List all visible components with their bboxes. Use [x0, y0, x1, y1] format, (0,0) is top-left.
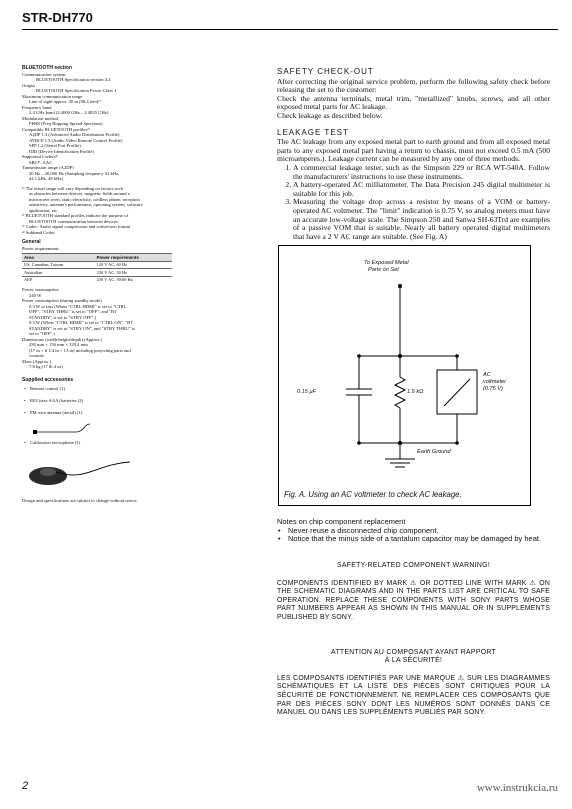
table-cell: 230 V AC, 50 Hz [95, 269, 172, 277]
spec-line: 7.8 kg (17 lb 4 oz) [29, 364, 63, 369]
voltmeter-label: AC [483, 372, 491, 379]
spec-line: OFF", "STBY THRU" is set to "OFF", and "BT [29, 309, 117, 314]
table-row [22, 276, 172, 283]
spec-line: Mass (Approx.) [22, 358, 52, 364]
specifications-column [22, 66, 262, 504]
bluetooth-section-title: BLUETOOTH section [22, 65, 72, 71]
spec-line: Modulation method [22, 115, 59, 121]
spec-line: Frequency band [22, 104, 52, 110]
capacitor-value: 0.15 μF [297, 389, 316, 396]
power-requirements-label: Power requirements [22, 245, 59, 251]
spec-line: controls [29, 353, 44, 358]
model-title: STR-DH770 [22, 10, 93, 25]
spec-line: Dimensions (width/height/depth) (Approx.) [22, 336, 103, 342]
spec-line: BLUETOOTH Specification Power Class 1 [36, 88, 117, 93]
list-item: • Calibration microphone (1) [22, 440, 262, 452]
spec-line: STANDBY" is set to "STBY ON", and "STBY THRU" is [29, 325, 135, 331]
warning-title: SAFETY-RELATED COMPONENT WARNING! [336, 562, 491, 570]
voltmeter-label: voltmeter [483, 379, 507, 386]
accessories-title: Supplied accessories [22, 376, 74, 383]
footnote-line: application, etc. [29, 207, 59, 213]
spec-line: Line of sight approx. 30 m (98.4 feet)¹⁾ [29, 99, 101, 104]
chip-notes [277, 518, 550, 544]
footnote-line: ¹⁾ The actual range will vary depending on factors such [22, 185, 124, 191]
table-cell: Australian [22, 269, 95, 277]
chip-notes-title: Notes on chip component replacement [277, 517, 406, 527]
spec-line: FHSS (Freq Hopping Spread Spectrum) [29, 121, 103, 126]
leakage-test-figure [278, 245, 531, 506]
table-cell: US, Canadian, Taiwan [22, 261, 95, 269]
list-item: • Never reuse a disconnected chip component. [277, 527, 550, 536]
resistor-value: 1.5 kΩ [407, 389, 424, 396]
leakage-methods-list [277, 164, 550, 241]
list-item: • FM wire antenna (aerial) (1) [22, 410, 262, 422]
leakage-test-circuit [279, 246, 530, 505]
watermark: www.instrukcia.ru [476, 782, 558, 794]
spec-line: (17 in × 6 1/4 in × 13 in) including projecting parts and [29, 347, 131, 353]
spec-line: 0.3 W or less (When "CTRL HDMI" is set to "CTRL [29, 303, 127, 309]
list-item: • Remote control (1) [22, 386, 262, 398]
list-item: • Notice that the minus side of a tantalum capacitor may be damaged by heat. [277, 535, 550, 544]
safety-checkout-title: SAFETY CHECK-OUT [277, 67, 374, 76]
table-cell: 120 V AC, 60 Hz [95, 261, 172, 269]
spec-line: Power consumption (during standby mode) [22, 298, 102, 303]
table-header: Area [22, 254, 95, 262]
spec-line: AVRCP 1.5 (Audio Video Remote Control Profile) [29, 137, 123, 143]
spec-line: DID (Device Identification Profile) [29, 148, 94, 154]
power-spec-list [22, 287, 262, 370]
service-notes-column [277, 68, 550, 718]
spec-line: 430 mm × 156 mm × 329.4 mm [29, 342, 88, 347]
page-number: 2 [22, 780, 29, 792]
footnote-line: sensitivity, antenna's performance, operating system, software [29, 202, 143, 207]
attention-title-line: ATTENTION AU COMPOSANT AYANT RAPPORT [330, 648, 497, 656]
table-header: Power requirements [95, 254, 172, 262]
leakage-test-title: LEAKAGE TEST [277, 127, 349, 137]
footnote-line: BLUETOOTH communication between devices. [29, 218, 119, 224]
accessories-list [22, 386, 262, 492]
spec-line: 20 Hz – 20,000 Hz (Sampling frequency 32 kHz, [29, 170, 120, 176]
power-requirements-table [22, 253, 172, 283]
spec-line: Power consumption [22, 287, 59, 292]
table-row [22, 269, 172, 277]
attention-text: LES COMPOSANTS IDENTIFIÉS PAR UNE MARQUE ⚠ SUR LES DIAGRAMMES SCHÉMATIQUES ET LA LISTE DES PIÈCES SONT CRITIQUES POUR LA SÉCURITÉ DE FONCTIONNEMENT. NE REMPLACER CES COMPOSANTS QUE PAR DES PIÈCES SONY DONT LES NUMÉROS SONT DONNÉS DANS CE MANUEL OU DANS LES SUPPLÉMENTS PUBLIÉS PAR SONY. [277, 674, 550, 717]
bluetooth-footnotes [22, 186, 262, 236]
exposed-metal-label: To Exposed Metal [364, 260, 409, 267]
safety-paragraph: Check leakage as described below. [277, 110, 383, 120]
design-notice: Design and specifications are subject to change without notice. [22, 498, 138, 503]
spec-line: 0.5 W (When "CTRL HDMI" is set to "CTRL ON", "BT [29, 320, 134, 325]
attention-title [277, 649, 550, 666]
footnote-line: ²⁾ BLUETOOTH standard profiles indicate the purpose of [22, 213, 129, 218]
table-cell: AEP [22, 276, 95, 283]
spec-line: BLUETOOTH Specification version 4.2 [36, 77, 111, 82]
general-section-title: General [22, 239, 41, 245]
spec-line: SBC⁴⁾, AAC [29, 159, 53, 165]
fm-antenna-icon [32, 420, 92, 438]
header-rule [22, 29, 558, 30]
spec-line: Supported Codecs³⁾ [22, 154, 59, 159]
list-item: 1. A commercial leakage tester, such as the Simpson 229 or RCA WT-540A. Follow the manufacturers' instructions to use these instruments. [293, 164, 550, 181]
safety-paragraph: After correcting the original service problem, perform the following safety check before releasing the set to the customer: [277, 76, 550, 95]
footnote-line: ⁴⁾ Subband Codec [22, 229, 55, 235]
spec-line: 44.1 kHz, 48 kHz) [29, 176, 64, 181]
footnote-line: ³⁾ Codec: Audio signal compression and conversion format [22, 224, 131, 229]
footnote-line: as obstacles between devices, magnetic fields around a [29, 191, 130, 196]
footnote-line: microwave oven, static electricity, cordless phone, reception [29, 196, 140, 202]
safety-paragraph: Check the antenna terminals, metal trim, "metallized" knobs, screws, and all other exposed metal parts for AC leakage. [277, 93, 550, 112]
list-item: 3. Measuring the voltage drop across a resistor by means of a VOM or battery-operated AC voltmeter. The "limit" indication is 0.75 V, so analog meters must have an accurate low-voltage scale. The Simpson 250 and Sanwa SH-63Trd are examples of a passive VOM that is suitable. Nearly all battery operated digital multimeters that have a 2 V AC range are suitable. (See Fig. A) [293, 198, 550, 241]
spec-line: Compatible BLUETOOTH profiles²⁾ [22, 126, 90, 132]
earth-ground-label: Earth Ground [417, 449, 451, 456]
spec-line: Communication system [22, 71, 66, 77]
voltmeter-label: (0.75 V) [483, 386, 503, 393]
spec-line: Maximum communication range [22, 93, 83, 99]
spec-line: STANDBY" is set to "STBY OFF".) [29, 314, 97, 320]
leakage-paragraph: The AC leakage from any exposed metal part to earth ground and from all exposed metal parts to any exposed metal part having a return to chassis, must not exceed 0.5 mA (500 microamperes.). Leakage current can be measured by any one of three methods. [277, 137, 550, 164]
microphone-icon [26, 452, 136, 492]
spec-line: Transmission range (A2DP) [22, 165, 74, 170]
spec-line: set to "OFF".) [29, 331, 55, 336]
spec-line: 2.4 GHz band (2.4000 GHz – 2.4835 GHz) [29, 110, 109, 115]
figure-caption: Fig. A. Using an AC voltmeter to check AC leakage. [284, 489, 462, 499]
spec-line: 240 W [29, 292, 42, 298]
exposed-metal-label: Parts on Set [368, 267, 399, 274]
spec-line: A2DP 1.3 (Advanced Audio Distribution Profile) [29, 132, 120, 137]
bluetooth-spec-list [22, 72, 262, 182]
warning-text: COMPONENTS IDENTIFIED BY MARK ⚠ OR DOTTED LINE WITH MARK ⚠ ON THE SCHEMATIC DIAGRAMS AND IN THE PARTS LIST ARE CRITICAL TO SAFE OPERATION. REPLACE THESE COMPONENTS WITH SONY PARTS WHOSE PART NUMBERS APPEAR AS SHOWN IN THIS MANUAL OR IN SUPPLEMENTS PUBLISHED BY SONY. [277, 579, 550, 622]
attention-title-line: À LA SÉCURITÉ! [384, 657, 443, 665]
spec-line: SPP 1.2 (Serial Port Profile) [29, 143, 81, 148]
list-item: • R03 (size AAA) batteries (2) [22, 398, 262, 410]
table-row [22, 261, 172, 269]
table-cell: 230 V AC, 50/60 Hz [95, 276, 172, 283]
list-item: 2. A battery-operated AC milliammeter. The Data Precision 245 digital multimeter is suitable for this job. [293, 181, 550, 198]
spec-line: Output [22, 82, 35, 88]
